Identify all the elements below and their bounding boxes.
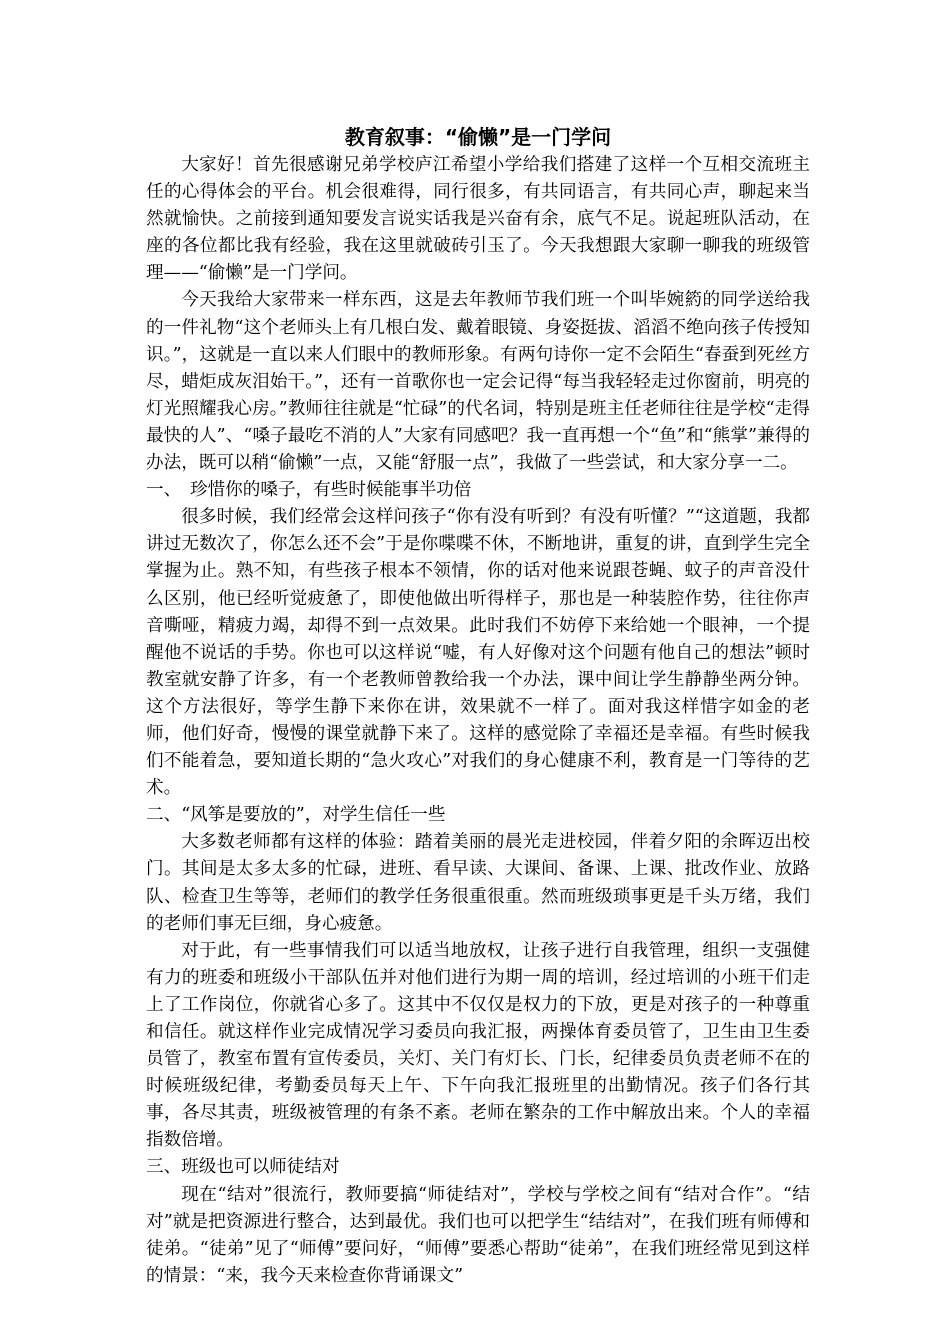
body-paragraph: 今天我给大家带来一样东西，这是去年教师节我们班一个叫毕婉箹的同学送给我的一件礼物“这个老师头上有几根白发、戴着眼镜、身姿挺拔、滔滔不绝向孩子传授知识。”，这就是一直以来人们眼中的教师形象。有两句诗你一定不会陌生“春蚕到死丝方尽，蜡炬成灰泪始干。”，还有一首歌你也一定会记得“每当我轻轻走过你窗前，明亮的灯光照耀我心房。”教师往往就是“忙碌”的代名词，特别是班主任老师往往是学校“走得最快的人”、“嗓子最吃不消的人”大家有同感吧？我一直再想一个“鱼”和“熊掌”兼得的办法，既可以稍“偷懒”一点，又能“舒服一点”，我做了一些尝试，和大家分享一二。 (146, 290, 810, 474)
body-paragraph: 现在“结对”很流行，教师要搞“师徒结对”，学校与学校之间有“结对合作”。“结对”就是把资源进行整合，达到最优。我们也可以把学生“结结对”，在我们班有师傅和徒弟。“徒弟”见了“师傅”要问好，“师傅”要悉心帮助“徒弟”，在我们班经常见到这样的情景：“来，我今天来检查你背诵课文” (146, 1184, 810, 1286)
document-page (146, 122, 810, 1290)
section-heading: 二、“风筝是要放的”，对学生信任一些 (146, 805, 446, 826)
section-heading: 一、 珍惜你的嗓子，有些时候能事半功倍 (146, 480, 472, 501)
body-paragraph: 大多数老师都有这样的体验：踏着美丽的晨光走进校园，伴着夕阳的余晖迈出校门。其间是太多太多的忙碌，进班、看早读、大课间、备课、上课、批改作业、放路队、检查卫生等等，老师们的教学任务很重很重。然而班级琐事更是千头万绪，我们的老师们事无巨细，身心疲惫。 (146, 832, 810, 934)
section-heading: 三、班级也可以师徒结对 (146, 1157, 340, 1178)
body-paragraph: 对于此，有一些事情我们可以适当地放权，让孩子进行自我管理，组织一支强健有力的班委和班级小干部队伍并对他们进行为期一周的培训，经过培训的小班干们走上了工作岗位，你就省心多了。这其中不仅仅是权力的下放，更是对孩子的一种尊重和信任。就这样作业完成情况学习委员向我汇报，两操体育委员管了，卫生由卫生委员管了，教室布置有宣传委员，关灯、关门有灯长、门长，纪律委员负责老师不在的时候班级纪律，考勤委员每天上午、下午向我汇报班里的出勤情况。孩子们各行其事，各尽其责，班级被管理的有条不紊。老师在繁杂的工作中解放出来。个人的幸福指数倍增。 (146, 940, 810, 1151)
body-paragraph: 大家好！首先很感谢兄弟学校庐江希望小学给我们搭建了这样一个互相交流班主任的心得体会的平台。机会很难得，同行很多，有共同语言，有共同心声，聊起来当然就愉快。之前接到通知要发言说实话我是兴奋有余，底气不足。说起班队活动，在座的各位都比我有经验，我在这里就破砖引玉了。今天我想跟大家聊一聊我的班级管理——“偷懒”是一门学问。 (146, 155, 810, 284)
document-title: 教育叙事：“偷懒”是一门学问 (344, 125, 612, 149)
document-body (146, 152, 810, 1290)
body-paragraph: 很多时候，我们经常会这样问孩子“你有没有听到？有没有听懂？”“这道题，我都讲过无数次了，你怎么还不会”于是你喋喋不休，不断地讲，重复的讲，直到学生完全掌握为止。熟不知，有些孩子根本不领情，你的话对他来说跟苍蝇、蚊子的声音没什么区别，他已经听觉疲惫了，即使他做出听得样子，那也是一种装腔作势，往往你声音嘶哑，精疲力竭，却得不到一点效果。此时我们不妨停下来给她一个眼神，一个提醒他不说话的手势。你也可以这样说“嘘，有人好像对这个问题有他自己的想法”顿时教室就安静了许多，有一个老教师曾教给我一个办法，课中间让学生静静坐两分钟。这个方法很好，等学生静下来你在讲，效果就不一样了。面对我这样惜字如金的老师，他们好奇，慢慢的课堂就静下来了。这样的感觉除了幸福还是幸福。有些时候我们不能着急，要知道长期的“急火攻心”对我们的身心健康不利，教育是一门等待的艺术。 (146, 507, 810, 799)
